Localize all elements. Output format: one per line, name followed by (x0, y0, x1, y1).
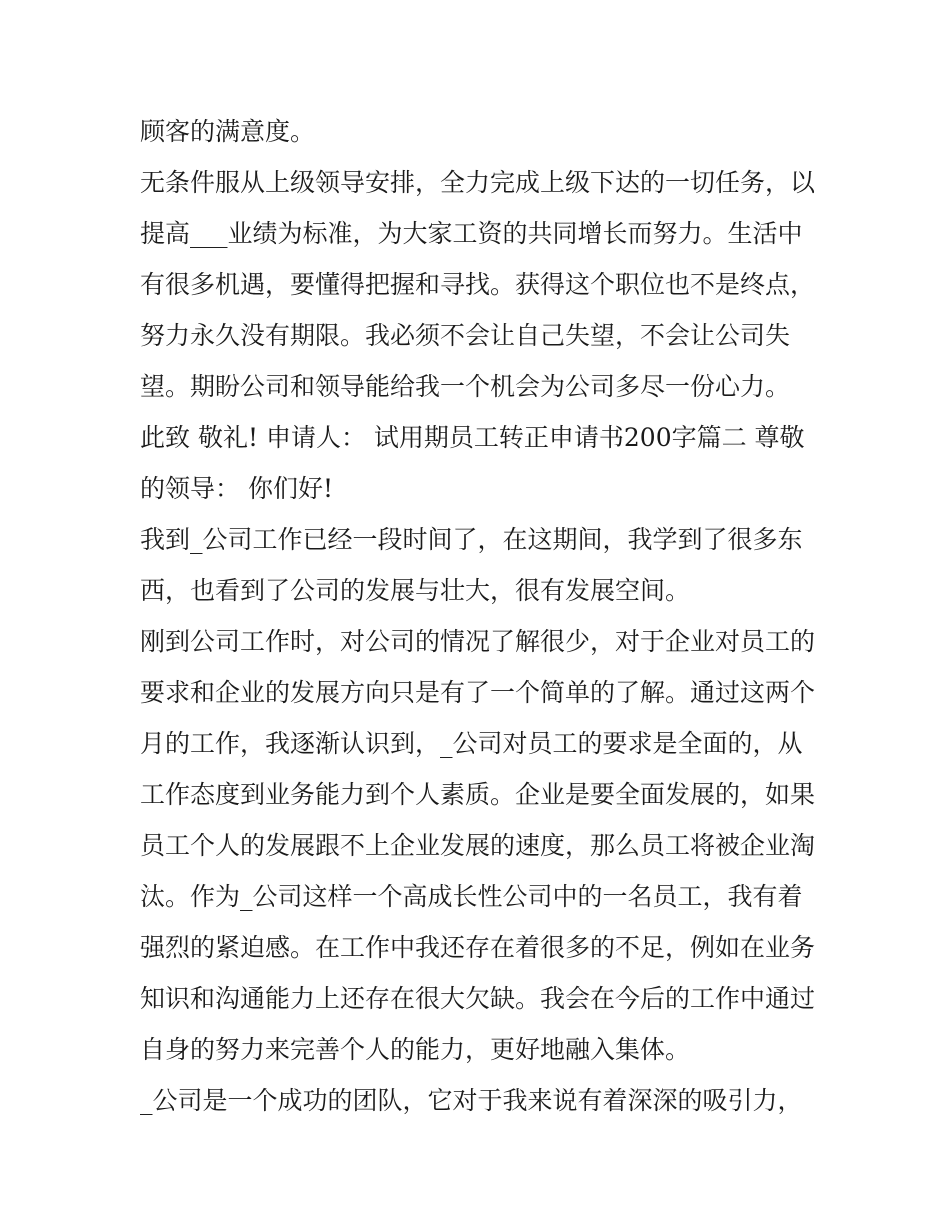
text-line: 提高___业绩为标准，为大家工资的共同增长而努力。生活中 (140, 219, 803, 248)
text-line: 顾客的满意度。 (140, 117, 316, 146)
document-body (140, 106, 820, 1126)
text-line: 自身的努力来完善个人的能力，更好地融入集体。 (140, 1035, 691, 1064)
text-line: 西，也看到了公司的发展与壮大，很有发展空间。 (140, 576, 691, 605)
text-line: 无条件服从上级领导安排，全力完成上级下达的一切任务，以 (140, 168, 816, 197)
text-line: 知识和沟通能力上还存在很大欠缺。我会在今后的工作中通过 (140, 984, 816, 1013)
text-line: 刚到公司工作时，对公司的情况了解很少，对于企业对员工的 (140, 627, 816, 656)
text-line: 汰。作为_公司这样一个高成长性公司中的一名员工，我有着 (140, 882, 803, 911)
text-line: _公司是一个成功的团队，它对于我来说有着深深的吸引力， (140, 1086, 803, 1115)
text-line: 工作态度到业务能力到个人素质。企业是要全面发展的，如果 (140, 780, 816, 809)
text-line: 望。期盼公司和领导能给我一个机会为公司多尽一份心力。 (140, 372, 791, 401)
text-line: 此致 敬礼! 申请人： 试用期员工转正申请书200字篇二 尊敬 (140, 423, 805, 452)
text-line: 员工个人的发展跟不上企业发展的速度，那么员工将被企业淘 (140, 831, 816, 860)
text-line: 有很多机遇，要懂得把握和寻找。获得这个职位也不是终点， (140, 270, 816, 299)
text-line: 强烈的紧迫感。在工作中我还存在着很多的不足，例如在业务 (140, 933, 816, 962)
text-line: 要求和企业的发展方向只是有了一个简单的了解。通过这两个 (140, 678, 816, 707)
text-line: 我到_公司工作已经一段时间了，在这期间，我学到了很多东 (140, 525, 803, 554)
text-line: 努力永久没有期限。我必须不会让自己失望，不会让公司失 (140, 321, 791, 350)
text-line: 的领导： 你们好! (140, 474, 333, 503)
text-line: 月的工作，我逐渐认识到，_公司对员工的要求是全面的，从 (140, 729, 803, 758)
